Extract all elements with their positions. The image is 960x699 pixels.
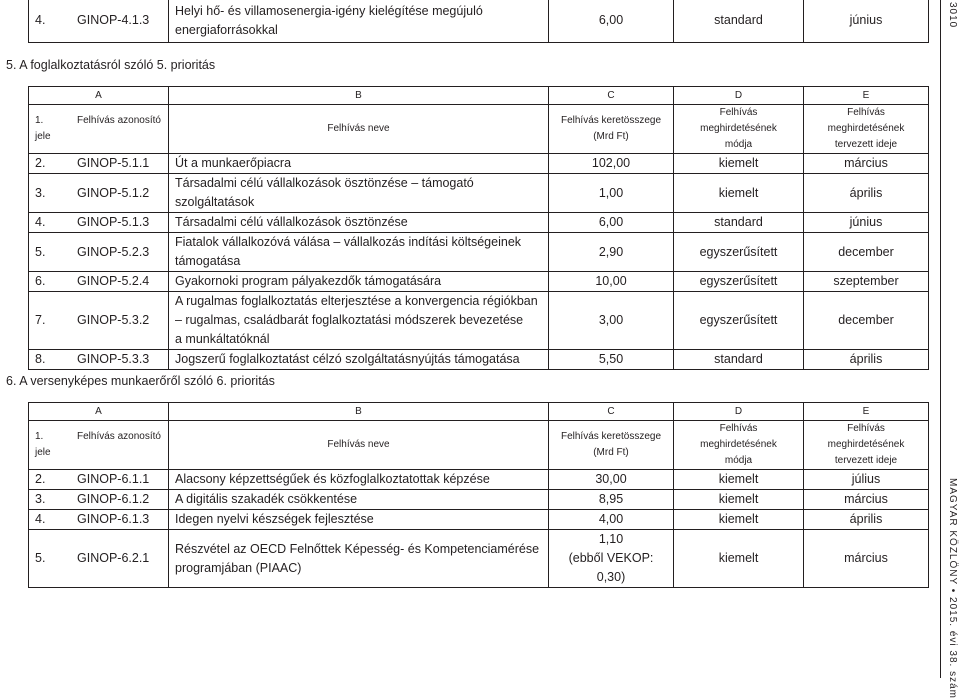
row-id-cell — [29, 154, 169, 174]
row-amount-cell — [549, 292, 674, 350]
row-name-line: a munkáltatóknál — [175, 332, 270, 346]
row-amount: 6,00 — [598, 215, 624, 229]
margin-rule — [940, 0, 941, 678]
row-name-cell — [169, 292, 549, 350]
row-id-cell — [29, 292, 169, 350]
row-month: április — [804, 510, 929, 530]
row-name-line: támogatása — [175, 254, 241, 268]
table-row — [29, 530, 929, 588]
row-number: 5. — [35, 551, 46, 565]
row-number: 4. — [35, 13, 46, 28]
row-name-cell — [169, 470, 549, 490]
row-name-line: – rugalmas, családbarát foglalkoztatási módszerek bevezetése — [175, 313, 524, 327]
row-month: március — [804, 490, 929, 510]
row-mode: kiemelt — [674, 154, 804, 174]
row-id: GINOP-6.1.3 — [77, 512, 150, 526]
row-name-line: programjában (PIAAC) — [175, 560, 302, 575]
row-amount-cell — [549, 174, 674, 213]
row-number: 2. — [35, 156, 46, 170]
table-header-row — [29, 421, 929, 470]
table-row — [29, 213, 929, 233]
journal-footer: MAGYAR KÖZLÖNY • 2015. évi 38. szám — [947, 478, 958, 699]
row-number: 2. — [35, 472, 46, 486]
row-id: GINOP-4.1.3 — [77, 13, 150, 28]
column-letter: E — [804, 87, 929, 105]
row-amount-cell — [549, 490, 674, 510]
row-name-line: Társadalmi célú vállalkozások ösztönzése – támogató — [175, 176, 474, 190]
row-id-cell — [29, 510, 169, 530]
row-amount-cell — [549, 272, 674, 292]
section-6-table — [28, 402, 929, 588]
row-name-line: szolgáltatások — [175, 195, 255, 209]
row-id: GINOP-6.1.2 — [77, 492, 150, 506]
row-mode: kiemelt — [674, 174, 804, 213]
row-amount: 102,00 — [591, 156, 631, 170]
row-amount: 5,50 — [598, 352, 624, 366]
column-letter: C — [549, 87, 674, 105]
row-name-line: Fiatalok vállalkozóvá válása – vállalkozás indítási költségeinek — [175, 235, 522, 249]
row-id: GINOP-6.2.1 — [77, 551, 150, 565]
row-id: GINOP-5.1.3 — [77, 215, 150, 229]
column-letter: D — [674, 87, 804, 105]
row-id-cell — [29, 470, 169, 490]
header-number: 1. — [35, 115, 44, 126]
row-amount-cell — [549, 350, 674, 370]
row-month: március — [804, 530, 929, 588]
row-name-line: A digitális szakadék csökkentése — [175, 492, 358, 506]
row-id-cell — [29, 272, 169, 292]
row-number: 3. — [35, 492, 46, 506]
header-amount-unit: (Mrd Ft) — [593, 447, 629, 458]
section-5-title: 5. A foglalkoztatásról szóló 5. prioritás — [6, 58, 216, 72]
header-month: Felhívás meghirdetésének — [827, 107, 905, 134]
row-id: GINOP-5.2.4 — [77, 274, 150, 288]
column-letter: E — [804, 403, 929, 421]
row-amount: 6,00 — [549, 0, 674, 42]
row-id: GINOP-5.2.3 — [77, 244, 150, 259]
row-month: június — [804, 0, 929, 42]
row-amount: 4,00 — [598, 512, 624, 526]
row-amount-cell — [549, 154, 674, 174]
row-mode: kiemelt — [674, 510, 804, 530]
row-mode: egyszerűsített — [674, 292, 804, 350]
header-name: Felhívás neve — [169, 421, 549, 470]
table-row — [29, 154, 929, 174]
section-6-title: 6. A versenyképes munkaerőről szóló 6. prioritás — [6, 374, 275, 388]
row-month: szeptember — [804, 272, 929, 292]
row-name-cell — [169, 350, 549, 370]
table-row — [29, 510, 929, 530]
row-month: április — [804, 174, 929, 213]
row-id-cell — [29, 213, 169, 233]
column-letter: A — [29, 403, 169, 421]
header-mode-sub: módja — [724, 455, 753, 466]
row-mode: standard — [674, 350, 804, 370]
row-number: 5. — [35, 244, 46, 259]
header-amount: Felhívás keretösszege — [560, 115, 662, 126]
column-letter: B — [169, 87, 549, 105]
row-number: 8. — [35, 352, 46, 366]
header-mode: Felhívás meghirdetésének — [700, 107, 777, 134]
row-mode: kiemelt — [674, 490, 804, 510]
table-row — [29, 174, 929, 213]
header-month: Felhívás meghirdetésének — [827, 423, 905, 450]
header-amount-unit: (Mrd Ft) — [593, 131, 629, 142]
row-mode: kiemelt — [674, 470, 804, 490]
header-id: Felhívás azonosító jele — [35, 431, 161, 458]
table-row — [29, 292, 929, 350]
row-name-cell — [169, 174, 549, 213]
row-amount: 3,00 — [598, 313, 624, 327]
row-amount-cell — [549, 213, 674, 233]
header-name: Felhívás neve — [169, 105, 549, 154]
row-id: GINOP-5.1.1 — [77, 156, 150, 170]
row-month: december — [804, 233, 929, 272]
row-amount-cell — [549, 510, 674, 530]
row-name-line: Alacsony képzettségűek és közfoglalkoztatottak képzése — [175, 472, 490, 486]
header-mode: Felhívás meghirdetésének — [700, 423, 777, 450]
row-id: GINOP-6.1.1 — [77, 472, 150, 486]
row-name-line: Jogszerű foglalkoztatást célzó szolgáltatásnyújtás támogatása — [175, 352, 520, 366]
header-month-sub: tervezett ideje — [834, 455, 898, 466]
row-amount: (ebből VEKOP: 0,30) — [568, 551, 654, 584]
row-name-line: Út a munkaerőpiacra — [175, 156, 292, 170]
row-id: GINOP-5.1.2 — [77, 185, 150, 200]
row-name-line: Társadalmi célú vállalkozások ösztönzése — [175, 215, 408, 229]
row-name-line: A rugalmas foglalkoztatás elterjesztése a konvergencia régiókban — [175, 294, 538, 308]
row-mode: egyszerűsített — [674, 272, 804, 292]
row-mode: egyszerűsített — [674, 233, 804, 272]
column-letter: C — [549, 403, 674, 421]
row-number: 6. — [35, 274, 46, 288]
row-amount: 1,10 — [598, 532, 624, 546]
header-number: 1. — [35, 431, 44, 442]
row-amount-cell — [549, 233, 674, 272]
row-number: 3. — [35, 185, 46, 200]
row-name-cell — [169, 510, 549, 530]
table-row — [29, 272, 929, 292]
row-number: 7. — [35, 313, 46, 327]
table-row — [29, 490, 929, 510]
row-month: december — [804, 292, 929, 350]
column-letter: B — [169, 403, 549, 421]
header-month-sub: tervezett ideje — [834, 139, 898, 150]
row-id-cell — [29, 490, 169, 510]
row-name-cell — [169, 272, 549, 292]
row-name-cell — [169, 233, 549, 272]
row-amount: 10,00 — [595, 274, 627, 288]
row-month: április — [804, 350, 929, 370]
header-amount: Felhívás keretösszege — [560, 431, 662, 442]
header-id: Felhívás azonosító jele — [35, 115, 161, 142]
column-letter: A — [29, 87, 169, 105]
row-name-line: Részvétel az OECD Felnőttek Képesség- és Kompetenciamérése — [175, 541, 540, 556]
row-mode: standard — [674, 0, 804, 42]
row-name-cell — [169, 490, 549, 510]
row-mode: standard — [674, 213, 804, 233]
row-amount: 8,95 — [598, 492, 624, 506]
row-id: GINOP-5.3.3 — [77, 352, 150, 366]
row-number: 4. — [35, 215, 46, 229]
row-amount: 2,90 — [598, 244, 624, 259]
table-row — [29, 470, 929, 490]
row-name-line: energiaforrásokkal — [175, 22, 278, 37]
row-amount: 30,00 — [595, 472, 627, 486]
row-month: június — [804, 213, 929, 233]
table-row — [29, 0, 929, 42]
row-month: július — [804, 470, 929, 490]
row-amount: 1,00 — [598, 185, 624, 200]
row-name-cell — [169, 154, 549, 174]
column-letter: D — [674, 403, 804, 421]
row-name-cell — [169, 213, 549, 233]
row-amount-cell — [549, 470, 674, 490]
row-name-line: Gyakornoki program pályakezdők támogatására — [175, 274, 442, 288]
row-name-line: Idegen nyelvi készségek fejlesztése — [175, 512, 374, 526]
row-name-line: Helyi hő- és villamosenergia-igény kielégítése megújuló — [175, 3, 483, 18]
row-month: március — [804, 154, 929, 174]
table-row — [29, 350, 929, 370]
page-number: 3010 — [947, 2, 958, 29]
table-row — [29, 233, 929, 272]
previous-table-row — [28, 0, 929, 43]
row-id-cell — [29, 174, 169, 213]
section-5-table — [28, 86, 929, 370]
row-name-cell — [169, 530, 549, 588]
row-amount-cell — [549, 530, 674, 588]
row-id-cell — [29, 530, 169, 588]
row-id: GINOP-5.3.2 — [77, 313, 150, 327]
row-id-cell — [29, 233, 169, 272]
header-mode-sub: módja — [724, 139, 753, 150]
row-number: 4. — [35, 512, 46, 526]
column-letter-row — [29, 403, 929, 421]
row-mode: kiemelt — [674, 530, 804, 588]
column-letter-row — [29, 87, 929, 105]
row-id-cell — [29, 350, 169, 370]
table-header-row — [29, 105, 929, 154]
